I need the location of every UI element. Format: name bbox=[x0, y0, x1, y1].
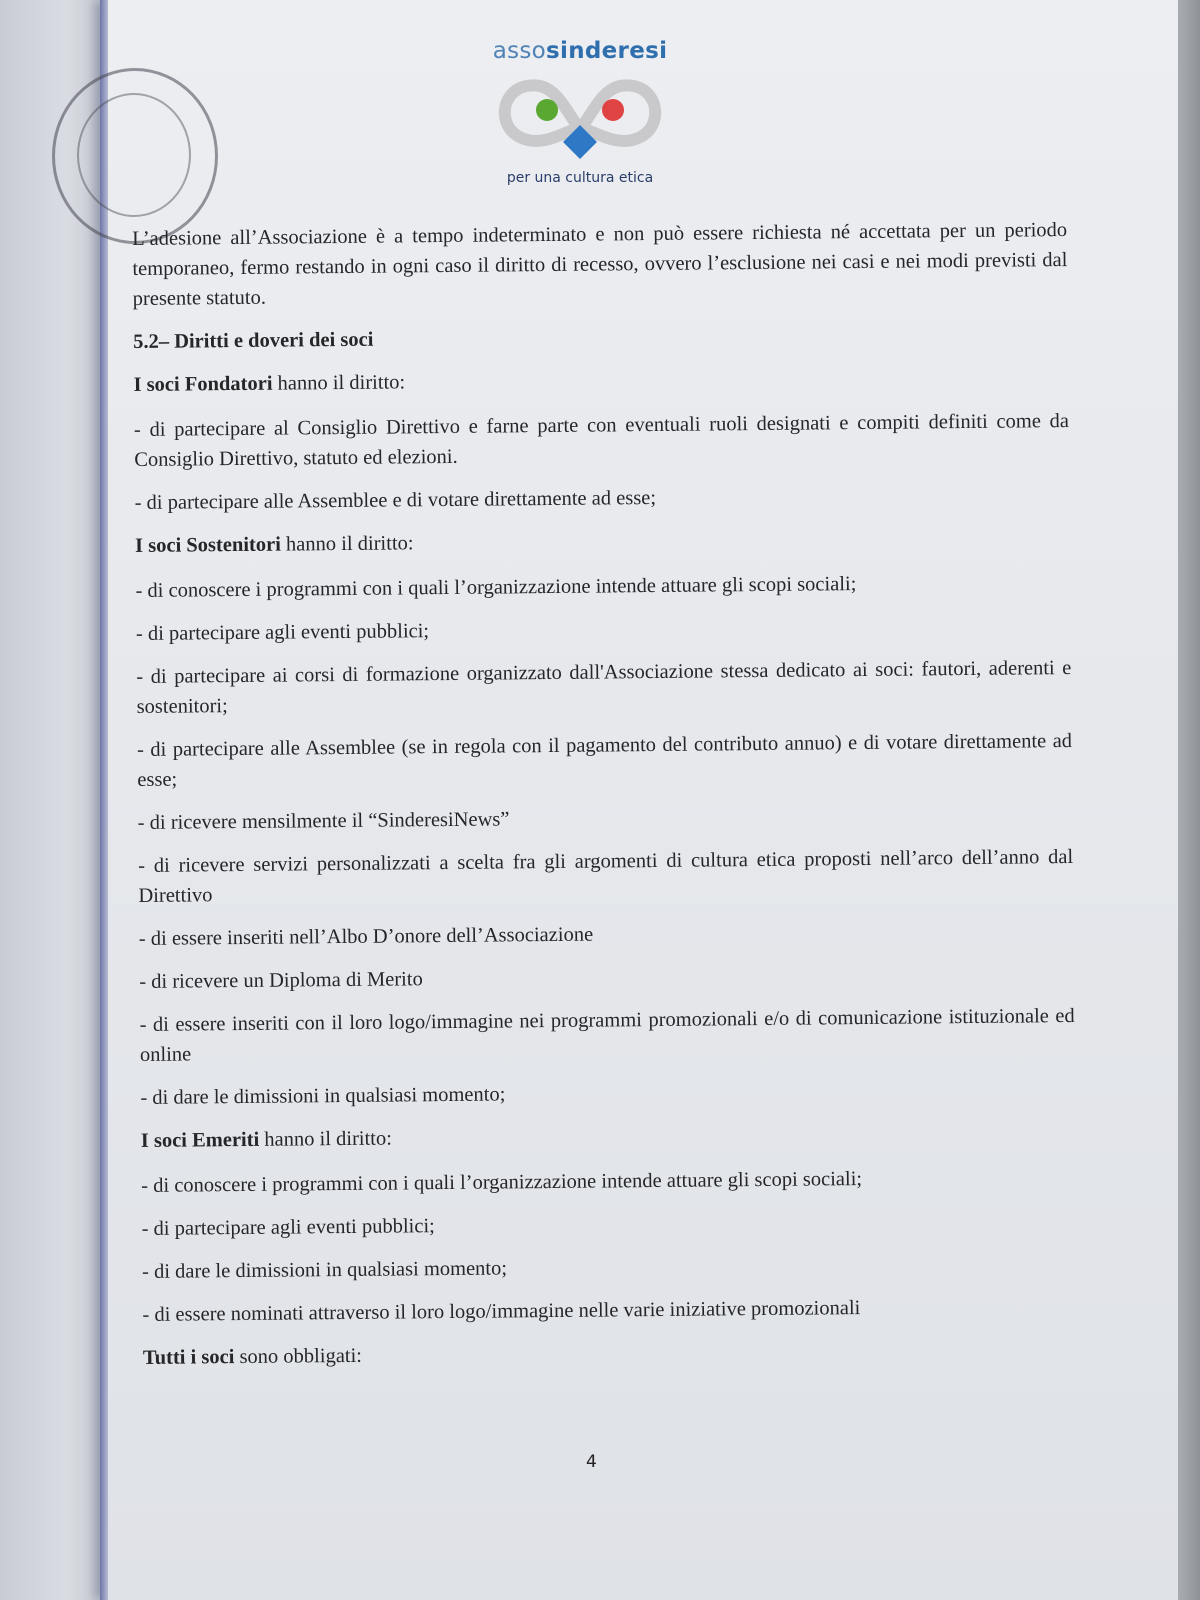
list-item: - di essere inseriti nell’Albo D’onore dell’Associazione bbox=[138, 923, 594, 950]
emeriti-bold: Emeriti bbox=[191, 1128, 260, 1152]
assosinderesi-logo bbox=[480, 38, 680, 186]
tutti-bold: Tutti i soci bbox=[142, 1346, 235, 1369]
document-body bbox=[132, 215, 1078, 1386]
sostenitori-prefix: I soci bbox=[134, 534, 187, 557]
brand-prefix: asso bbox=[492, 38, 547, 64]
list-item: - di ricevere servizi personalizzati a scelta fra gli argomenti di cultura etica proposti nell’arco dell’anno dal Direttivo bbox=[138, 845, 1074, 907]
fondatori-bold: Fondatori bbox=[184, 372, 273, 396]
brand-wordmark bbox=[480, 38, 680, 64]
sostenitori-bold: Sostenitori bbox=[186, 533, 281, 557]
fondatori-suffix: hanno il diritto: bbox=[272, 371, 406, 395]
tutti-suffix: sono obbligati: bbox=[234, 1344, 363, 1369]
brand-name: sinderesi bbox=[546, 38, 668, 64]
logo-symbol-icon bbox=[495, 68, 665, 168]
list-item: - di dare le dimissioni in qualsiasi momento; bbox=[141, 1257, 508, 1283]
red-dot-icon bbox=[602, 99, 624, 121]
page-binding bbox=[100, 0, 108, 1600]
list-item: - di essere inseriti con il loro logo/immagine nei programmi promozionali e/o di comunicazione istituzionale ed online bbox=[139, 1004, 1075, 1066]
green-dot-icon bbox=[536, 99, 558, 121]
fondatori-prefix: I soci bbox=[133, 373, 185, 396]
list-item: - di partecipare alle Assemblee (se in regola con il pagamento del contributo annuo) e di votare direttamente ad esse; bbox=[136, 730, 1073, 791]
list-item: - di ricevere mensilmente il “SinderesiNews” bbox=[137, 808, 510, 834]
list-item: - di conoscere i programmi con i quali l’organizzazione intende attuare gli scopi sociali; bbox=[141, 1168, 863, 1197]
emeriti-prefix: I soci bbox=[140, 1129, 193, 1152]
list-item: - di partecipare alle Assemblee e di votare direttamente ad esse; bbox=[134, 486, 657, 514]
document-page bbox=[100, 0, 1178, 1600]
sostenitori-suffix: hanno il diritto: bbox=[280, 532, 414, 556]
emeriti-heading bbox=[141, 1117, 1076, 1156]
background-edge bbox=[1176, 0, 1200, 1600]
list-item: - di partecipare agli eventi pubblici; bbox=[135, 620, 430, 645]
official-stamp bbox=[52, 68, 218, 244]
intro-paragraph: L’adesione all’Associazione è a tempo indeterminato e non può essere richiesta né accettata per un periodo temporaneo, fermo restando in ogni caso il diritto di recesso, ovvero l’esclusione nei casi e nei modi previsti dal presente statuto. bbox=[132, 219, 1068, 310]
sostenitori-heading bbox=[135, 522, 1070, 561]
facing-page bbox=[0, 0, 110, 1600]
section-heading: 5.2– Diritti e doveri dei soci bbox=[133, 328, 374, 353]
list-item: - di essere nominati attraverso il loro logo/immagine nelle varie iniziative promozionali bbox=[142, 1297, 861, 1326]
list-item: - di ricevere un Diploma di Merito bbox=[139, 968, 423, 993]
list-item: - di partecipare al Consiglio Direttivo e farne parte con eventuali ruoli designati e compiti definiti come da Consiglio Direttivo, statuto ed elezioni. bbox=[133, 410, 1070, 471]
stamp-inner-ring bbox=[77, 93, 191, 217]
list-item: - di partecipare agli eventi pubblici; bbox=[141, 1215, 435, 1240]
list-item: - di conoscere i programmi con i quali l’organizzazione intende attuare gli scopi sociali; bbox=[135, 573, 857, 602]
list-item: - di partecipare ai corsi di formazione organizzato dall'Associazione stessa dedicato ai soci: fautori, aderenti e sostenitori; bbox=[136, 657, 1072, 718]
emeriti-suffix: hanno il diritto: bbox=[259, 1127, 392, 1151]
tutti-heading bbox=[143, 1334, 1078, 1373]
logo-tagline: per una cultura etica bbox=[506, 170, 654, 186]
list-item: - di dare le dimissioni in qualsiasi momento; bbox=[140, 1083, 506, 1109]
page-number: 4 bbox=[586, 1452, 597, 1472]
fondatori-heading bbox=[133, 361, 1068, 400]
